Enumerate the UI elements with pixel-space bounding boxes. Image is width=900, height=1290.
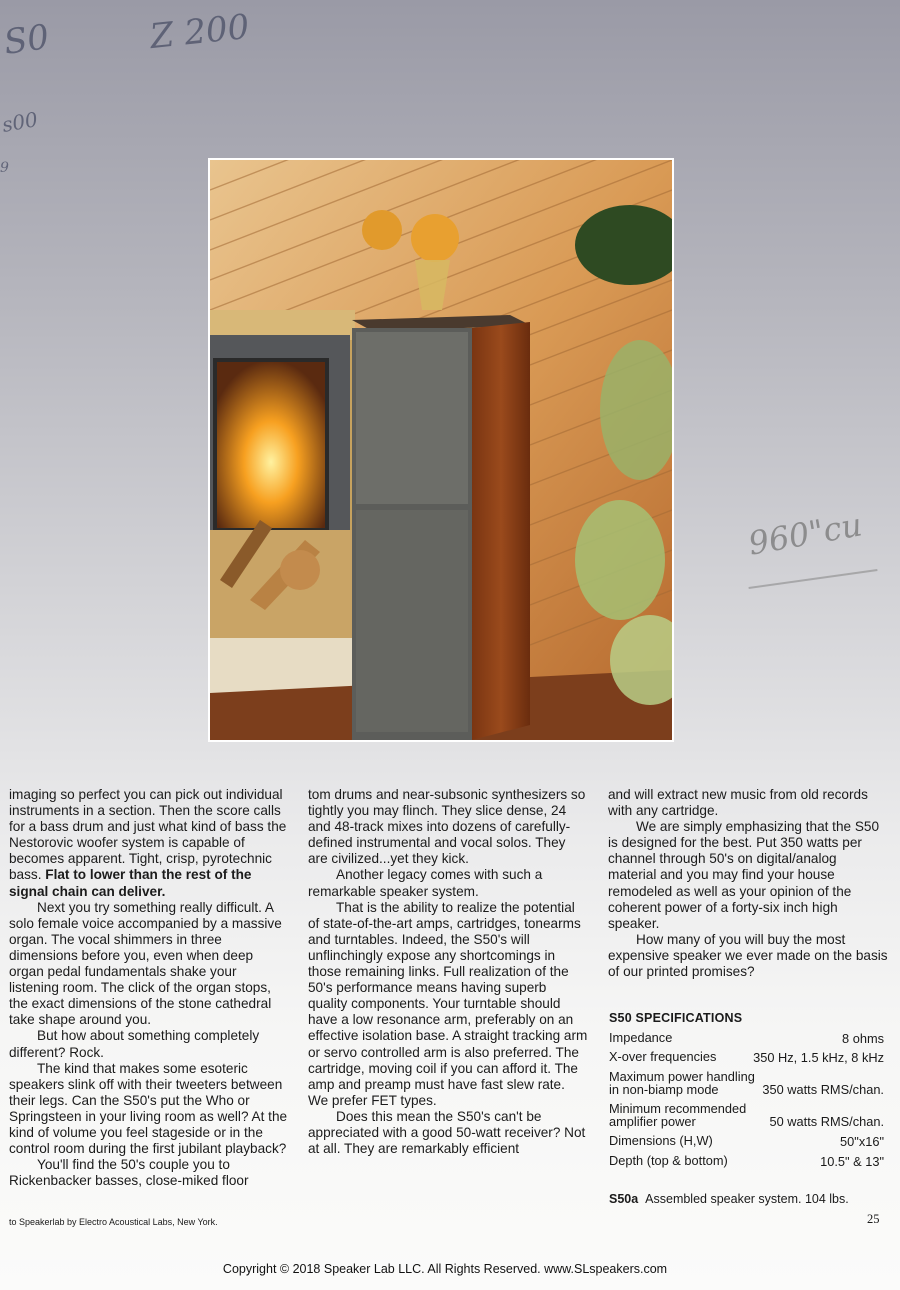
spec-value: 8 ohms (842, 1031, 884, 1046)
spec-label: Maximum power handling in non-biamp mode (609, 1069, 755, 1097)
handwritten-note: Z 200 (148, 6, 252, 58)
page-number: 25 (867, 1212, 880, 1226)
speaker-photo (208, 158, 674, 742)
paragraph: But how about something completely different? Rock. (9, 1028, 260, 1060)
paragraph: That is the ability to realize the potential of state-of-the-art amps, cartridges, tonearms and turntables. Indeed, the S50's will unflinchingly expose any shortcomings in those remaining links. Full realization of the 50's performance means having superb quality components. Your turntable should have a low resonance arm, preferably on an effective isolation base. A straight tracking arm or servo controlled arm is also preferred. The cartridge, moving coil if you can afford it. The amp and preamp must have fast slew rate. We prefer FET types. (308, 899, 588, 1108)
handwritten-note: s00 (0, 107, 40, 137)
paragraph: You'll find the 50's couple you to Rickenbacker basses, close-miked floor (9, 1157, 249, 1189)
spec-value: 50"x16" (840, 1134, 884, 1149)
spec-value: 50 watts RMS/chan. (769, 1114, 884, 1129)
handwritten-note: 9 (0, 160, 9, 176)
article-column-3 (608, 787, 888, 980)
handwritten-underline (748, 569, 877, 589)
article-column-1 (9, 787, 290, 1189)
handwritten-note: S0 (1, 17, 52, 63)
paragraph: Does this mean the S50's can't be appreciated with a good 50-watt receiver? Not at all. They are remarkably efficient (308, 1108, 586, 1157)
paragraph: Next you try something really difficult. A solo female voice accompanied by a massive organ. The vocal shimmers in three dimensions before you, even when deep organ pedal fundamentals shake your listening room. The click of the organ stops, the exact dimensions of the stone cathedral take shape around you. (9, 899, 282, 1028)
credit-line: to Speakerlab by Electro Acoustical Labs, New York. (9, 1217, 218, 1227)
speaker-photo-icon (210, 160, 672, 740)
spec-label: Dimensions (H,W) (609, 1133, 713, 1148)
article-column-2 (308, 787, 588, 1157)
assembled-text: Assembled speaker system. 104 lbs. (645, 1192, 849, 1206)
copyright-notice: Copyright © 2018 Speaker Lab LLC. All Rights Reserved. www.SLspeakers.com (222, 1262, 668, 1276)
spec-label: Depth (top & bottom) (609, 1153, 728, 1168)
emphasis-text: Flat to lower than the rest of the signal chain can deliver. (9, 867, 252, 899)
assembled-system-line (609, 1192, 849, 1206)
spec-value: 350 Hz, 1.5 kHz, 8 kHz (753, 1050, 884, 1065)
paragraph: tom drums and near-subsonic synthesizers so tightly you may flinch. They slice dense, 24 and 48-track mixes into dozens of carefully-defined instrumental and vocal solos. They are civilized...yet they kick. (308, 787, 586, 867)
paragraph: imaging so perfect you can pick out individual instruments in a section. Then the score calls for a bass drum and just what kind of bass the Nestorovic woofer system is capable of becomes apparent. Tight, crisp, pyrotechnic bass. Flat to lower than the rest of the signal chain can deliver. (9, 787, 287, 899)
paragraph: How many of you will buy the most expensive speaker we ever made on the basis of our printed promises? (608, 931, 888, 980)
paragraph: Another legacy comes with such a remarkable speaker system. (308, 867, 543, 899)
spec-label: Impedance (609, 1030, 673, 1045)
paragraph: The kind that makes some esoteric speakers slink off with their tweeters between their legs. Can the S50's put the Who or Springsteen in your living room as well? At the kind of volume you feel stageside or in the control room during the first jubilant playback? (9, 1060, 288, 1157)
handwritten-volume-note: 960"cu (745, 505, 865, 563)
paragraph: and will extract new music from old records with any cartridge. (608, 787, 868, 819)
spec-label: X-over frequencies (609, 1049, 717, 1064)
spec-value: 10.5" & 13" (820, 1154, 884, 1169)
spec-label: Minimum recommended amplifier power (609, 1101, 747, 1129)
model-number: S50a (609, 1192, 639, 1206)
spec-value: 350 watts RMS/chan. (762, 1082, 884, 1097)
specs-title: S50 SPECIFICATIONS (609, 1011, 743, 1025)
paragraph: We are simply emphasizing that the S50 is designed for the best. Put 350 watts per channel through 50's on digital/analog material and you may find your house remodeled as well as your opinion of the coherent power of a forty-six inch high speaker. (608, 819, 880, 931)
